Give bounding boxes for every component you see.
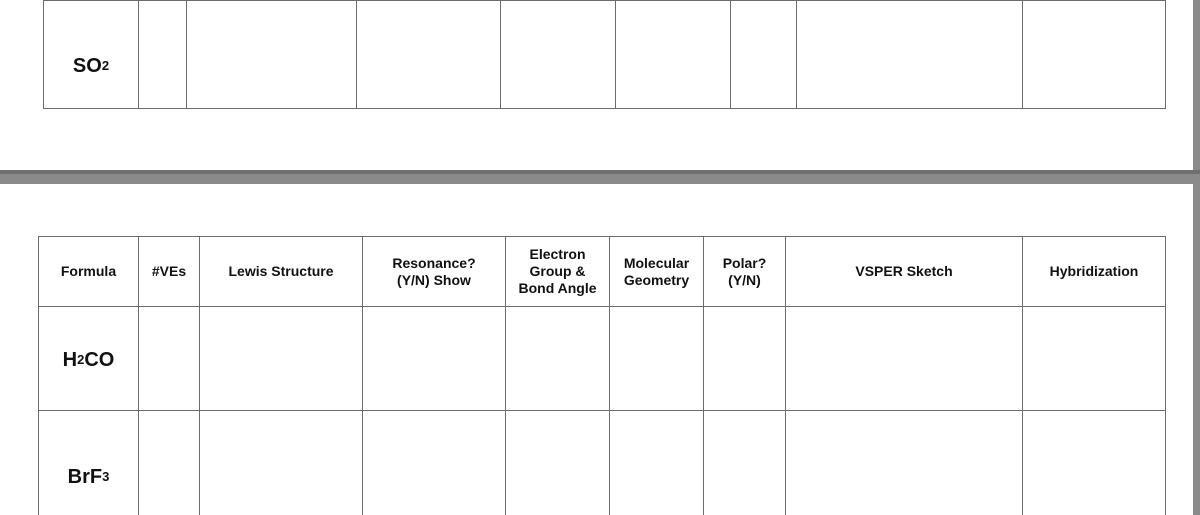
formula-h2co: H 2 CO bbox=[62, 348, 115, 371]
header-formula: Formula bbox=[60, 263, 117, 280]
bottom-worksheet-table bbox=[0, 184, 1193, 515]
page-break bbox=[0, 170, 1200, 184]
header-polar: Polar? (Y/N) bbox=[722, 254, 767, 288]
header-valence-electrons: #VEs bbox=[151, 263, 187, 280]
header-molecular-geometry: Molecular Geometry bbox=[623, 254, 690, 288]
formula-so2-main: SO bbox=[72, 54, 102, 77]
formula-brf3: BrF 3 bbox=[67, 465, 110, 488]
page-edge bbox=[1193, 0, 1200, 515]
header-electron-group: Electron Group & Bond Angle bbox=[518, 246, 597, 296]
formula-h2co-suffix: CO bbox=[84, 348, 115, 371]
formula-so2: SO 2 bbox=[72, 54, 110, 77]
header-lewis-structure: Lewis Structure bbox=[228, 263, 334, 280]
formula-h2co-main: H bbox=[62, 348, 78, 371]
header-vsper-sketch: VSPER Sketch bbox=[855, 263, 953, 280]
formula-brf3-main: BrF bbox=[67, 465, 103, 488]
header-hybridization: Hybridization bbox=[1049, 263, 1139, 280]
top-worksheet-table bbox=[0, 0, 1193, 170]
header-resonance: Resonance? (Y/N) Show bbox=[392, 254, 476, 288]
